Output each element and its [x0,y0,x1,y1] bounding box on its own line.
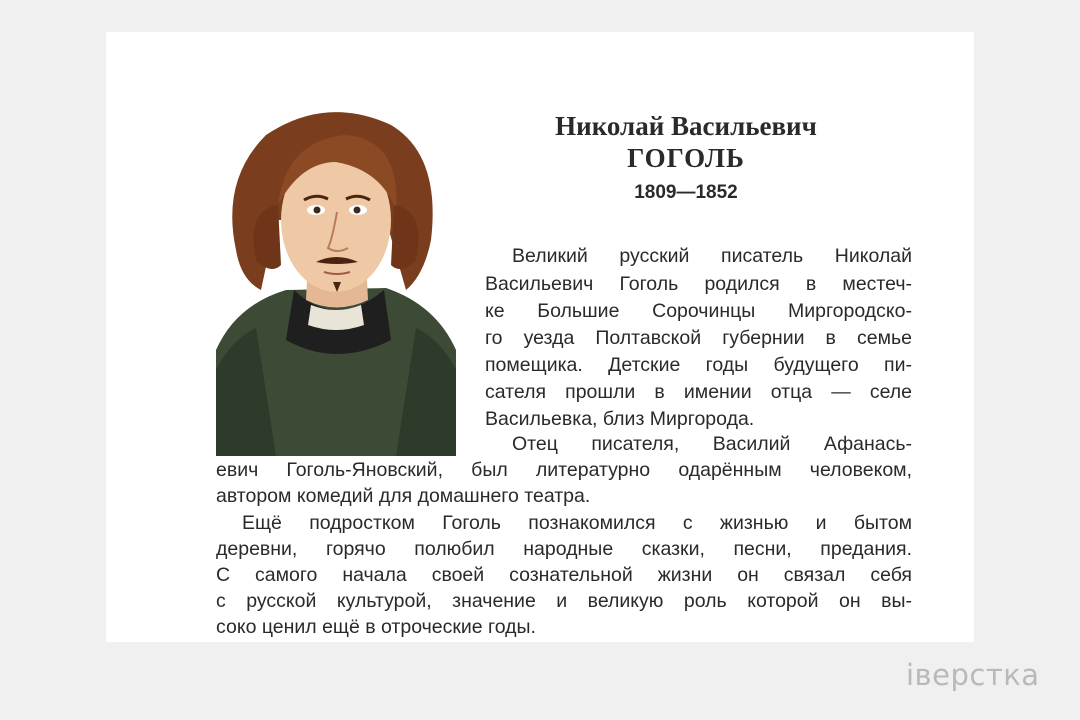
textbook-page [106,32,974,642]
author-surname: ГОГОЛЬ [627,143,745,173]
watermark-logo: іверстка [906,658,1040,692]
paragraph-line: сателя прошли в имении отца — селе [485,381,912,403]
paragraph-line: автором комедий для домашнего театра. [216,485,591,507]
paragraph-line: соко ценил ещё в отроческие годы. [216,616,536,638]
paragraph-line: С самого начала своей сознательной жизни он связал себя [216,564,912,586]
gogol-portrait [216,100,456,456]
paragraph-line: деревни, горячо полюбил народные сказки, песни, предания. [216,538,912,560]
paragraph-line: Отец писателя, Василий Афанась- [512,433,912,455]
paragraph-line: Великий русский писатель Николай [512,245,912,267]
author-years: 1809—1852 [634,182,738,203]
paragraph-line: с русской культурой, значение и великую роль которой он вы- [216,590,912,612]
paragraph-line: го уезда Полтавской губернии в семье [485,327,912,349]
paragraph-line: евич Гоголь-Яновский, был литературно одарённым человеком, [216,459,912,481]
author-name: Николай Васильевич [555,111,817,141]
paragraph-line: Ещё подростком Гоголь познакомился с жизнью и бытом [242,512,912,534]
paragraph-line: ке Большие Сорочинцы Миргородско- [485,300,912,322]
paragraph-line: Васильевка, близ Миргорода. [485,408,755,430]
paragraph-line: помещика. Детские годы будущего пи- [485,354,912,376]
paragraph-line: Васильевич Гоголь родился в местеч- [485,273,912,295]
